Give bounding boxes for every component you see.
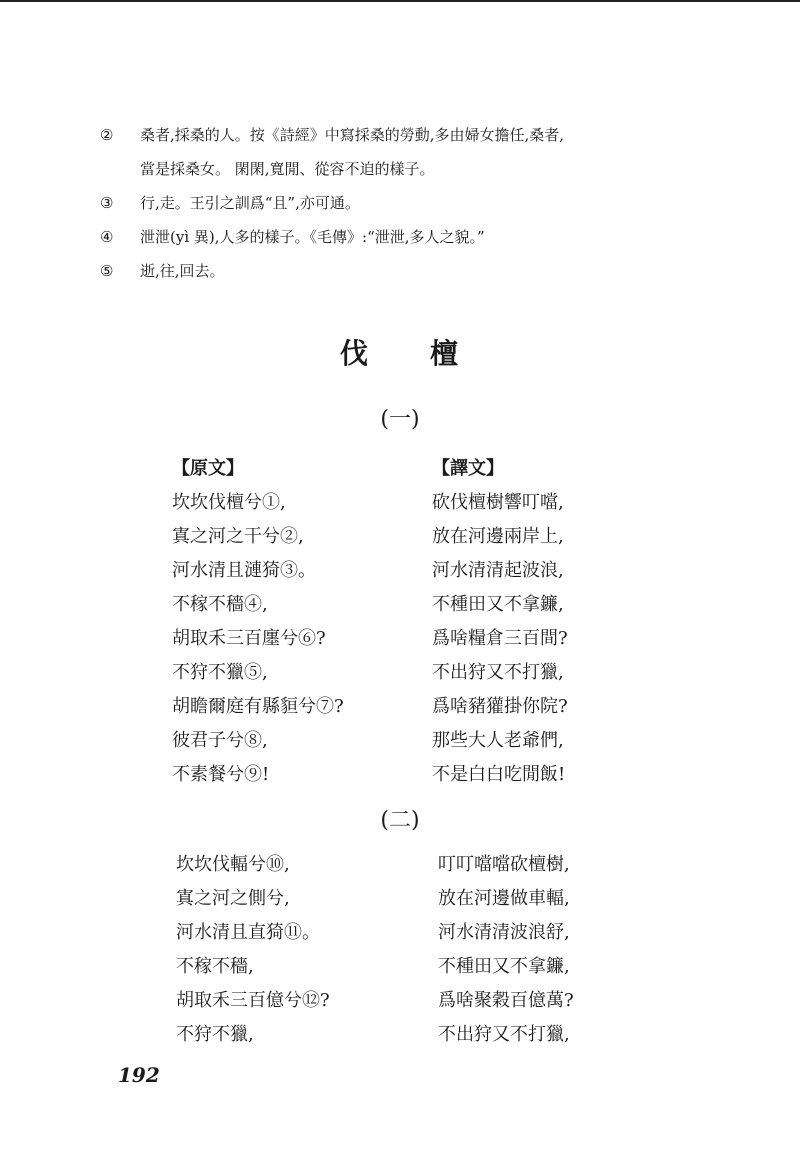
original-line: 不狩不獵, (176, 1024, 254, 1045)
footnote-text: 逝,往,回去。 (140, 262, 225, 280)
translation-line: 不出狩又不打獵, (432, 662, 564, 683)
original-line: 不稼不穡④, (172, 594, 268, 615)
original-line: 彼君子兮⑧, (172, 730, 268, 751)
translation-line: 爲啥糧倉三百間? (432, 628, 568, 649)
translation-line: 叮叮噹噹砍檀樹, (438, 854, 570, 875)
footnote-text: 泄泄(yì 異),人多的樣子。《毛傳》:“泄泄,多人之貌。” (140, 228, 485, 246)
original-line: 寘之河之側兮, (176, 888, 290, 909)
original-column-1 (172, 452, 344, 792)
footnote-number: ⑤ (100, 262, 114, 280)
footnote-text: 桑者,採桑的人。按《詩經》中寫採桑的勞動,多由婦女擔任,桑者, (140, 126, 565, 144)
footnote-continuation: 當是採桑女。 閑閑,寬閒、從容不迫的樣子。 (140, 160, 435, 178)
original-line: 不狩不獵⑤, (172, 662, 268, 683)
translation-line: 不種田又不拿鐮, (438, 956, 570, 977)
section-1-label: (一) (380, 407, 420, 432)
section-2-label: (二) (380, 808, 420, 833)
original-line: 河水清且直猗⑪。 (176, 922, 320, 943)
translation-line: 放在河邊兩岸上, (432, 526, 564, 547)
translation-line: 那些大人老爺們, (432, 730, 564, 751)
original-line: 不稼不穡, (176, 956, 254, 977)
original-line: 坎坎伐檀兮①, (172, 492, 286, 513)
translation-line: 河水清清起波浪, (432, 560, 564, 581)
top-border (0, 0, 800, 2)
translation-heading: 【譯文】 (432, 458, 504, 479)
translation-line: 河水清清波浪舒, (438, 922, 570, 943)
footnote-3 (100, 186, 700, 220)
footnote-2 (100, 118, 700, 152)
footnote-4 (100, 220, 700, 254)
title-char-2: 檀 (430, 337, 461, 370)
footnotes (100, 118, 700, 288)
original-line: 胡取禾三百廛兮⑥? (172, 628, 326, 649)
original-line: 胡取禾三百億兮⑫? (176, 990, 330, 1011)
original-line: 坎坎伐輻兮⑩, (176, 854, 290, 875)
original-line: 不素餐兮⑨! (172, 764, 270, 785)
footnote-5 (100, 254, 700, 288)
footnote-text: 行,走。王引之訓爲“且”,亦可通。 (140, 194, 360, 212)
translation-line: 爲啥豬獾掛你院? (432, 696, 568, 717)
translation-column-2 (438, 848, 574, 1052)
translation-line: 不是白白吃閒飯! (432, 764, 566, 785)
original-heading: 【原文】 (172, 458, 244, 479)
translation-line: 不種田又不拿鐮, (432, 594, 564, 615)
translation-line: 不出狩又不打獵, (438, 1024, 570, 1045)
translation-line: 放在河邊做車輻, (438, 888, 570, 909)
footnote-number: ④ (100, 228, 114, 246)
title-char-1: 伐 (339, 337, 370, 370)
translation-column-1 (432, 452, 568, 792)
original-line: 寘之河之干兮②, (172, 526, 304, 547)
footnote-number: ② (100, 126, 114, 144)
translation-line: 爲啥聚穀百億萬? (438, 990, 574, 1011)
footnote-number: ③ (100, 194, 114, 212)
translation-line: 砍伐檀樹響叮噹, (432, 492, 564, 513)
original-line: 河水清且漣猗③。 (172, 560, 316, 581)
poem-title (0, 332, 800, 372)
original-line: 胡瞻爾庭有縣貆兮⑦? (172, 696, 344, 717)
page-number: 192 (118, 1063, 160, 1087)
original-column-2 (176, 848, 330, 1052)
